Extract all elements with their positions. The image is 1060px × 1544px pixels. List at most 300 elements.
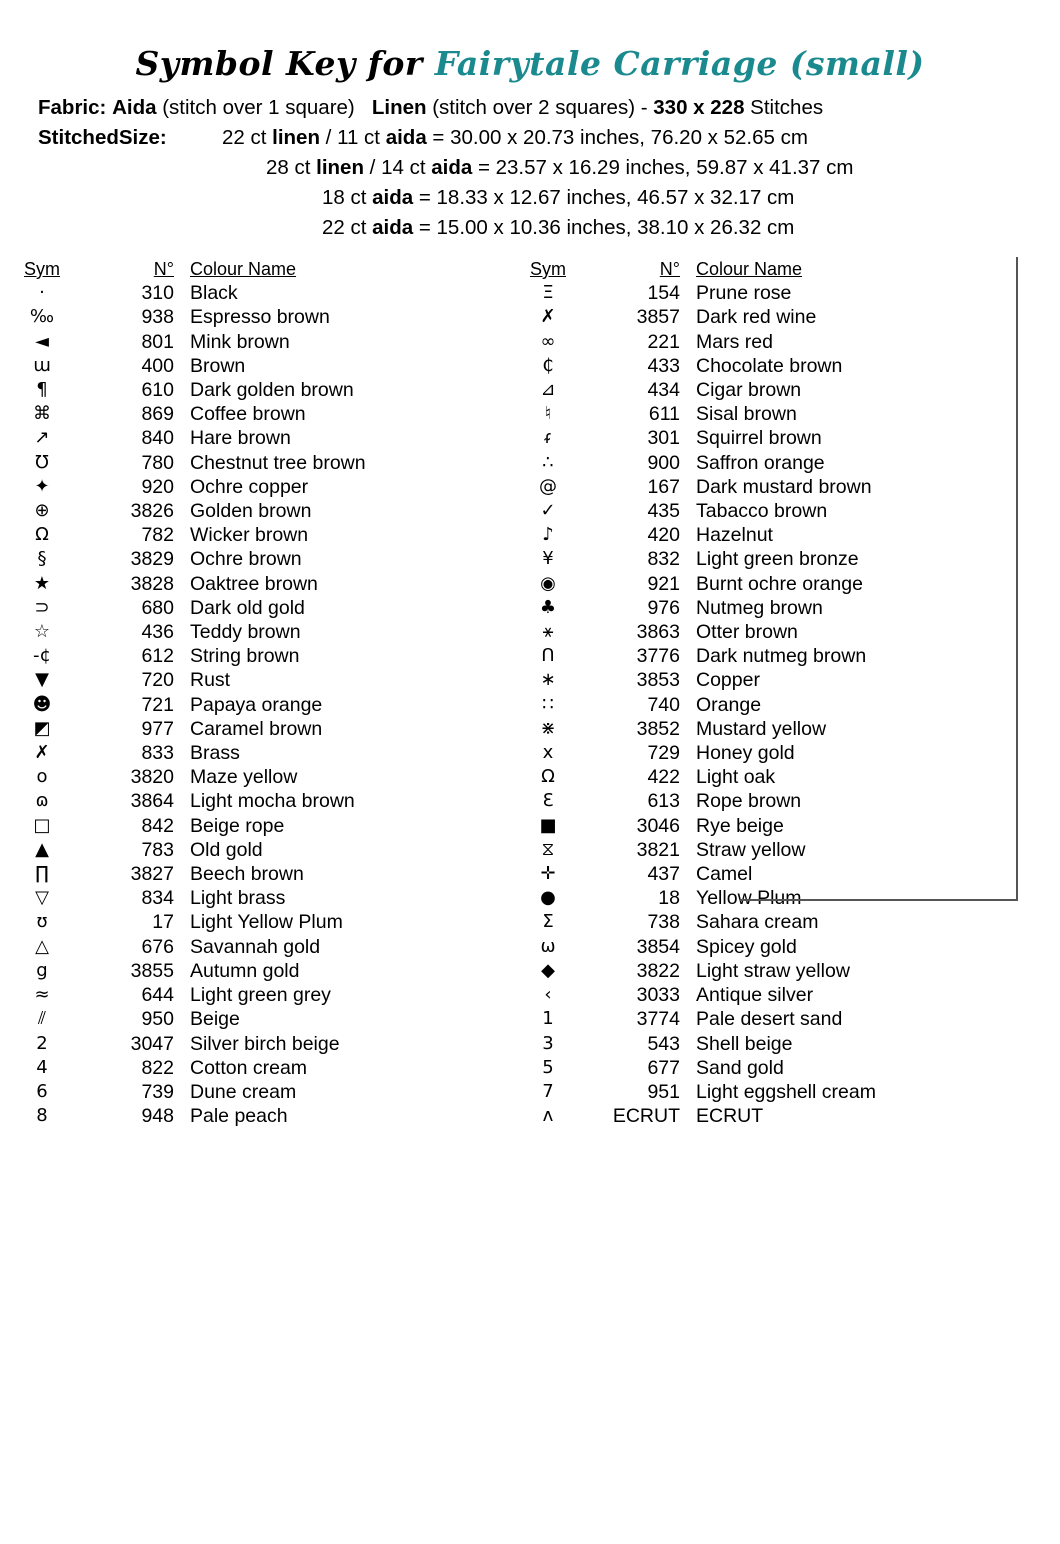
dmc-number-cell: 3857	[636, 306, 680, 329]
thread-symbol-icon: ⊃	[34, 596, 50, 618]
symbol-cell	[506, 814, 590, 838]
thread-symbol-icon: ♪	[542, 524, 554, 546]
thread-symbol-icon: ⧖	[541, 838, 555, 860]
table-row	[0, 1032, 976, 1056]
colour-name-cell: Mustard yellow	[696, 717, 827, 740]
dmc-number-cell: 3821	[636, 838, 680, 861]
dmc-number-cell: 869	[141, 403, 174, 426]
spacer-cell	[470, 644, 506, 668]
fabric-aida-note: (stitch over 1 square)	[162, 96, 355, 119]
symbol-cell	[0, 814, 84, 838]
colour-name-cell: Rope brown	[696, 790, 802, 813]
colour-name-cell: Honey gold	[696, 742, 795, 765]
spacer-cell	[470, 620, 506, 644]
symbol-cell	[506, 983, 590, 1007]
colour-name-cell: Antique silver	[696, 984, 814, 1007]
symbol-cell	[0, 1104, 84, 1128]
symbol-cell	[0, 741, 84, 765]
dmc-number-cell: 976	[647, 596, 680, 619]
header-name-right: Colour Name	[696, 259, 803, 279]
table-row	[0, 910, 976, 934]
table-row	[0, 281, 976, 305]
colour-name-cell: Golden brown	[190, 500, 312, 523]
symbol-cell	[0, 451, 84, 475]
dmc-number-cell: 3826	[130, 500, 174, 523]
colour-name-cell: Ochre copper	[190, 475, 309, 498]
table-row	[0, 789, 976, 813]
colour-name-cell: Tabacco brown	[696, 500, 828, 523]
dmc-number-cell: 740	[647, 693, 680, 716]
table-row	[0, 378, 976, 402]
dmc-number-cell: 3046	[636, 814, 680, 837]
symbol-cell	[0, 499, 84, 523]
dmc-number-cell: 3855	[130, 959, 174, 982]
dmc-number-cell: 780	[141, 451, 174, 474]
spacer-cell	[470, 354, 506, 378]
symbol-cell	[506, 1007, 590, 1031]
symbol-cell	[0, 717, 84, 741]
colour-name-cell: Rye beige	[696, 814, 784, 837]
colour-name-cell: Espresso brown	[190, 306, 330, 329]
symbol-cell	[0, 765, 84, 789]
symbol-cell	[506, 1080, 590, 1104]
colour-name-cell: Wicker brown	[190, 524, 309, 547]
dmc-number-cell: 436	[141, 621, 174, 644]
symbol-cell	[506, 596, 590, 620]
symbol-cell	[506, 330, 590, 354]
thread-symbol-icon: ●	[540, 887, 556, 909]
thread-symbol-icon: ɷ	[35, 790, 49, 812]
thread-symbol-icon: Ξ	[542, 282, 554, 304]
symbol-cell	[0, 1080, 84, 1104]
thread-symbol-icon: ▽	[35, 887, 49, 909]
symbol-cell	[506, 693, 590, 717]
dmc-number-cell: 951	[647, 1080, 680, 1103]
colour-name-cell: Otter brown	[696, 621, 798, 644]
thread-symbol-icon: ‹	[544, 984, 552, 1006]
thread-symbol-icon: x	[542, 742, 554, 764]
thread-symbol-icon: §	[37, 548, 47, 570]
dmc-number-cell: 3033	[636, 984, 680, 1007]
dmc-number-cell: 677	[647, 1056, 680, 1079]
symbol-cell	[506, 741, 590, 765]
symbol-cell	[506, 523, 590, 547]
dmc-number-cell: 842	[141, 814, 174, 837]
symbol-key-page	[0, 44, 1060, 1544]
thread-symbol-icon: Ω	[541, 766, 555, 788]
stitched-size-label: StitchedSize:	[38, 126, 167, 149]
dmc-number-cell: 834	[141, 887, 174, 910]
symbol-cell	[506, 838, 590, 862]
colour-name-cell: Beige	[190, 1008, 240, 1031]
stitch-count-unit: Stitches	[750, 96, 824, 119]
thread-symbol-icon: ℧	[35, 451, 49, 473]
symbol-cell	[506, 402, 590, 426]
dmc-number-cell: 543	[647, 1032, 680, 1055]
spacer-cell	[470, 1007, 506, 1031]
spacer-cell	[470, 499, 506, 523]
dmc-number-cell: 3827	[130, 863, 174, 886]
dmc-number-cell: 729	[647, 742, 680, 765]
spacer-cell	[470, 935, 506, 959]
size-3-fabric-b: aida	[372, 186, 414, 209]
header-sym-right: Sym	[530, 259, 566, 279]
size-2-fabric-a: linen	[316, 156, 364, 179]
spacer-cell	[470, 378, 506, 402]
dmc-number-cell: 3820	[130, 766, 174, 789]
page-title	[0, 44, 1060, 83]
colour-name-cell: Sand gold	[696, 1056, 784, 1079]
thread-symbol-icon: ⫽	[37, 1008, 47, 1030]
header-num-left: N°	[153, 259, 174, 279]
thread-symbol-icon: ✓	[540, 500, 556, 522]
symbol-cell	[0, 959, 84, 983]
dmc-number-cell: 921	[647, 572, 680, 595]
dmc-number-cell: 3852	[636, 717, 680, 740]
thread-symbol-icon: ■	[539, 814, 557, 836]
thread-symbol-icon: ≈	[34, 984, 50, 1006]
symbol-cell	[506, 789, 590, 813]
colour-name-cell: Cigar brown	[696, 379, 802, 402]
table-row	[0, 741, 976, 765]
symbol-cell	[506, 886, 590, 910]
thread-symbol-icon: ₵	[542, 354, 554, 376]
table-row	[0, 886, 976, 910]
thread-symbol-icon: 8	[36, 1105, 48, 1127]
thread-symbol-icon: ◉	[540, 572, 556, 594]
thread-symbol-icon: ʌ	[542, 1105, 554, 1127]
table-row	[0, 475, 976, 499]
symbol-cell	[506, 668, 590, 692]
colour-name-cell: Squirrel brown	[696, 427, 822, 450]
thread-symbol-icon: ∞	[540, 330, 556, 352]
dmc-number-cell: 680	[141, 596, 174, 619]
thread-symbol-icon: ⊿	[540, 379, 556, 401]
spacer-cell	[470, 305, 506, 329]
thread-symbol-icon: ᑎ	[541, 645, 555, 667]
dmc-number-cell: 977	[141, 717, 174, 740]
symbol-cell	[506, 644, 590, 668]
thread-symbol-icon: ¥	[542, 548, 554, 570]
table-row	[0, 354, 976, 378]
thread-symbol-icon: ✗	[540, 306, 556, 328]
colour-name-cell: Autumn gold	[190, 959, 300, 982]
thread-symbol-icon: ʊ	[36, 911, 48, 933]
symbol-cell	[506, 305, 590, 329]
colour-name-cell: Prune rose	[696, 282, 792, 305]
thread-symbol-icon: ∴	[542, 451, 554, 473]
dmc-number-cell: 167	[647, 475, 680, 498]
colour-name-cell: Savannah gold	[190, 935, 321, 958]
spacer-cell	[470, 451, 506, 475]
dmc-number-cell: 950	[141, 1008, 174, 1031]
thread-symbol-icon: ⌘	[33, 403, 51, 425]
thread-symbol-icon: 2	[36, 1032, 48, 1054]
table-row	[0, 644, 976, 668]
symbol-cell	[0, 789, 84, 813]
symbol-cell	[506, 426, 590, 450]
stitch-count: 330 x 228	[653, 96, 745, 119]
thread-symbol-icon: 1	[542, 1008, 554, 1030]
dmc-number-cell: 3829	[130, 548, 174, 571]
symbol-key-table	[0, 257, 976, 1128]
thread-symbol-icon: 6	[36, 1080, 48, 1102]
fabric-linen: Linen	[371, 96, 427, 119]
symbol-key-table-wrap	[0, 257, 1060, 1128]
table-body	[0, 281, 976, 1128]
spacer-cell	[470, 475, 506, 499]
table-row	[0, 1080, 976, 1104]
spacer-cell	[470, 1104, 506, 1128]
symbol-cell	[0, 910, 84, 934]
dmc-number-cell: 610	[141, 379, 174, 402]
spacer-cell	[470, 838, 506, 862]
fabric-aida: Aida	[112, 96, 157, 119]
spacer-cell	[470, 523, 506, 547]
stitched-size-row-4	[38, 213, 1060, 243]
colour-name-cell: Pale desert sand	[696, 1008, 843, 1031]
fabric-label: Fabric:	[38, 96, 107, 119]
table-row	[0, 838, 976, 862]
symbol-cell	[506, 862, 590, 886]
dmc-number-cell: 420	[647, 524, 680, 547]
colour-name-cell: Orange	[696, 693, 762, 716]
colour-name-cell: Straw yellow	[696, 838, 806, 861]
thread-symbol-icon: ☆	[33, 621, 51, 643]
dmc-number-cell: 920	[141, 475, 174, 498]
table-row	[0, 620, 976, 644]
fabric-info-block	[0, 93, 1060, 243]
thread-symbol-icon: ∷	[542, 693, 554, 715]
spacer-cell	[470, 693, 506, 717]
colour-name-cell: Light green grey	[190, 984, 331, 1007]
table-row	[0, 862, 976, 886]
size-1-dims: = 30.00 x 20.73 inches, 76.20 x 52.65 cm	[426, 126, 808, 149]
colour-name-cell: Hare brown	[190, 427, 291, 450]
symbol-cell	[506, 354, 590, 378]
thread-symbol-icon: ✦	[34, 475, 50, 497]
header-gap	[470, 257, 506, 281]
symbol-cell	[0, 693, 84, 717]
colour-name-cell: Copper	[696, 669, 760, 692]
spacer-cell	[470, 862, 506, 886]
size-1-fabric-a: linen	[272, 126, 320, 149]
dmc-number-cell: 3863	[636, 621, 680, 644]
symbol-cell	[0, 330, 84, 354]
thread-symbol-icon: ɯ	[33, 354, 51, 376]
dmc-number-cell: 3828	[130, 572, 174, 595]
thread-symbol-icon: ✗	[34, 742, 50, 764]
design-name: Fairytale Carriage (small)	[434, 44, 925, 83]
thread-symbol-icon: ◩	[33, 717, 51, 739]
symbol-cell	[0, 838, 84, 862]
size-4-dims: = 15.00 x 10.36 inches, 38.10 x 26.32 cm	[413, 216, 795, 239]
table-row	[0, 305, 976, 329]
dmc-number-cell: 433	[647, 354, 680, 377]
table-row	[0, 693, 976, 717]
thread-symbol-icon: @	[539, 475, 557, 497]
colour-name-cell: Light Yellow Plum	[190, 911, 343, 934]
colour-name-cell: Light oak	[696, 766, 776, 789]
dmc-number-cell: 739	[141, 1080, 174, 1103]
thread-symbol-icon: ⊕	[34, 500, 50, 522]
dmc-number-cell: 434	[647, 379, 680, 402]
table-row	[0, 1056, 976, 1080]
symbol-cell	[506, 451, 590, 475]
colour-name-cell: Burnt ochre orange	[696, 572, 863, 595]
colour-name-cell: Beech brown	[190, 863, 304, 886]
thread-symbol-icon: ¶	[36, 379, 48, 401]
table-row	[0, 547, 976, 571]
dmc-number-cell: 422	[647, 766, 680, 789]
table-row	[0, 451, 976, 475]
colour-name-cell: Light brass	[190, 887, 286, 910]
dmc-number-cell: 613	[647, 790, 680, 813]
table-row	[0, 765, 976, 789]
spacer-cell	[470, 426, 506, 450]
size-2-fabric-b: aida	[431, 156, 473, 179]
thread-symbol-icon: 3	[542, 1032, 554, 1054]
colour-name-cell: Mink brown	[190, 330, 290, 353]
thread-symbol-icon: Ɛ	[542, 790, 554, 812]
spacer-cell	[470, 1056, 506, 1080]
thread-symbol-icon: 4	[36, 1056, 48, 1078]
dmc-number-cell: 738	[647, 911, 680, 934]
table-row	[0, 983, 976, 1007]
symbol-cell	[0, 281, 84, 305]
symbol-cell	[0, 402, 84, 426]
header-name-left: Colour Name	[190, 259, 297, 279]
colour-name-cell: Dark old gold	[190, 596, 305, 619]
symbol-cell	[506, 717, 590, 741]
size-2-sep: /	[363, 156, 382, 179]
header-sym-left: Sym	[24, 259, 60, 279]
colour-name-cell: Maze yellow	[190, 766, 298, 789]
spacer-cell	[470, 959, 506, 983]
table-row	[0, 499, 976, 523]
colour-name-cell: Mars red	[696, 330, 773, 353]
colour-name-cell: Brass	[190, 742, 240, 765]
stitched-size-row-2	[38, 153, 1060, 183]
size-2-dims: = 23.57 x 16.29 inches, 59.87 x 41.37 cm	[472, 156, 854, 179]
symbol-cell	[506, 1104, 590, 1128]
thread-symbol-icon: ☻	[32, 693, 52, 715]
colour-name-cell: Beige rope	[190, 814, 285, 837]
colour-name-cell: Black	[190, 282, 238, 305]
symbol-cell	[0, 644, 84, 668]
thread-symbol-icon: ◆	[541, 959, 555, 981]
table-row	[0, 426, 976, 450]
dmc-number-cell: 611	[648, 403, 680, 426]
symbol-cell	[506, 1032, 590, 1056]
colour-name-cell: Brown	[190, 354, 246, 377]
table-row	[0, 596, 976, 620]
dmc-number-cell: 301	[647, 427, 680, 450]
dmc-number-cell: 832	[647, 548, 680, 571]
dmc-number-cell: 154	[647, 282, 680, 305]
dmc-number-cell: 801	[141, 330, 174, 353]
table-row	[0, 935, 976, 959]
symbol-cell	[0, 547, 84, 571]
dmc-number-cell: ECRUT	[612, 1105, 680, 1128]
size-3-count-b: 18 ct	[322, 186, 373, 209]
colour-name-cell: Rust	[190, 669, 231, 692]
spacer-cell	[470, 547, 506, 571]
dmc-number-cell: 644	[141, 984, 174, 1007]
thread-symbol-icon: ↗	[34, 427, 50, 449]
symbol-cell	[506, 620, 590, 644]
spacer-cell	[470, 330, 506, 354]
symbol-cell	[0, 426, 84, 450]
spacer-cell	[470, 741, 506, 765]
symbol-cell	[0, 523, 84, 547]
thread-symbol-icon: ‰	[29, 306, 55, 328]
thread-symbol-icon: ᵳ	[545, 427, 551, 449]
colour-name-cell: String brown	[190, 645, 300, 668]
symbol-cell	[0, 378, 84, 402]
symbol-cell	[506, 765, 590, 789]
symbol-cell	[506, 499, 590, 523]
thread-symbol-icon: -¢	[33, 645, 51, 667]
colour-name-cell: Old gold	[190, 838, 263, 861]
size-3-dims: = 18.33 x 12.67 inches, 46.57 x 32.17 cm	[413, 186, 795, 209]
dmc-number-cell: 938	[141, 306, 174, 329]
colour-name-cell: Coffee brown	[190, 403, 306, 426]
spacer-cell	[470, 1080, 506, 1104]
dmc-number-cell: 3774	[636, 1008, 680, 1031]
thread-symbol-icon: 5	[542, 1056, 554, 1078]
dmc-number-cell: 3853	[636, 669, 680, 692]
symbol-cell	[506, 959, 590, 983]
colour-name-cell: Dark mustard brown	[696, 475, 872, 498]
colour-name-cell: Shell beige	[696, 1032, 793, 1055]
fabric-row	[38, 93, 1060, 123]
dmc-number-cell: 3854	[636, 935, 680, 958]
colour-name-cell: Light eggshell cream	[696, 1080, 876, 1103]
spacer-cell	[470, 765, 506, 789]
thread-symbol-icon: ω	[540, 935, 556, 957]
colour-name-cell: Camel	[696, 863, 753, 886]
size-line-1	[222, 123, 808, 153]
dmc-number-cell: 310	[141, 282, 174, 305]
thread-symbol-icon: ★	[33, 572, 51, 594]
symbol-cell	[0, 572, 84, 596]
spacer-cell	[470, 983, 506, 1007]
size-2-count-a: 28 ct	[266, 156, 317, 179]
spacer-cell	[470, 572, 506, 596]
size-4-fabric-b: aida	[372, 216, 414, 239]
spacer-cell	[470, 814, 506, 838]
symbol-cell	[506, 475, 590, 499]
symbol-cell	[0, 305, 84, 329]
table-row	[0, 402, 976, 426]
dmc-number-cell: 17	[152, 911, 174, 934]
symbol-cell	[0, 668, 84, 692]
size-2-count-b: 14 ct	[381, 156, 432, 179]
colour-name-cell: Sahara cream	[696, 911, 819, 934]
size-1-fabric-b: aida	[385, 126, 427, 149]
colour-name-cell: Chocolate brown	[696, 354, 843, 377]
dmc-number-cell: 18	[658, 887, 680, 910]
dmc-number-cell: 3047	[130, 1032, 174, 1055]
thread-symbol-icon: ◄	[35, 330, 49, 352]
dmc-number-cell: 3776	[636, 645, 680, 668]
thread-symbol-icon: Σ	[542, 911, 554, 933]
symbol-cell	[506, 547, 590, 571]
thread-symbol-icon: g	[36, 959, 48, 981]
colour-name-cell: Dark nutmeg brown	[696, 645, 867, 668]
thread-symbol-icon: ∗	[540, 669, 556, 691]
